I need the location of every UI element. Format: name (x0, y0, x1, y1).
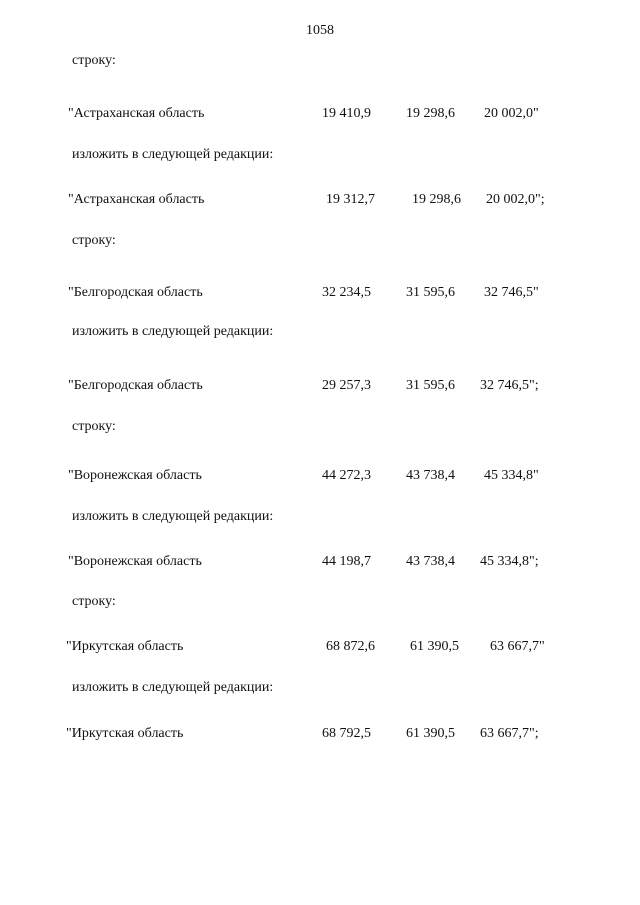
table-row (0, 106, 640, 126)
value-col-2: 31 595,6 (406, 378, 455, 393)
instruction-line: изложить в следующей редакции: (72, 509, 274, 524)
instruction-line: строку: (72, 233, 116, 248)
region-name: "Белгородская область (68, 285, 203, 300)
value-col-2: 19 298,6 (406, 106, 455, 121)
value-col-2: 61 390,5 (406, 726, 455, 741)
value-col-1: 44 198,7 (322, 554, 371, 569)
value-col-3: 32 746,5"; (480, 378, 539, 393)
table-row (0, 378, 640, 398)
instruction-line: строку: (72, 594, 116, 609)
instruction-line: изложить в следующей редакции: (72, 680, 274, 695)
value-col-1: 19 410,9 (322, 106, 371, 121)
table-row (0, 468, 640, 488)
region-name: "Иркутская область (66, 639, 184, 654)
value-col-1: 68 792,5 (322, 726, 371, 741)
region-name: "Астраханская область (68, 192, 205, 207)
region-name: "Астраханская область (68, 106, 205, 121)
value-col-3: 45 334,8"; (480, 554, 539, 569)
table-row (0, 726, 640, 746)
table-row (0, 554, 640, 574)
value-col-1: 68 872,6 (326, 639, 375, 654)
value-col-1: 32 234,5 (322, 285, 371, 300)
instruction-line: изложить в следующей редакции: (72, 324, 274, 339)
value-col-3: 20 002,0" (484, 106, 539, 121)
table-row (0, 639, 640, 659)
value-col-3: 45 334,8" (484, 468, 539, 483)
value-col-3: 63 667,7" (490, 639, 545, 654)
instruction-line: строку: (72, 53, 116, 68)
value-col-1: 19 312,7 (326, 192, 375, 207)
region-name: "Иркутская область (66, 726, 184, 741)
value-col-2: 19 298,6 (412, 192, 461, 207)
region-name: "Белгородская область (68, 378, 203, 393)
value-col-2: 61 390,5 (410, 639, 459, 654)
instruction-line: изложить в следующей редакции: (72, 147, 274, 162)
value-col-1: 29 257,3 (322, 378, 371, 393)
value-col-2: 31 595,6 (406, 285, 455, 300)
region-name: "Воронежская область (68, 554, 202, 569)
value-col-3: 32 746,5" (484, 285, 539, 300)
value-col-2: 43 738,4 (406, 468, 455, 483)
value-col-3: 20 002,0"; (486, 192, 545, 207)
value-col-2: 43 738,4 (406, 554, 455, 569)
page-number: 1058 (306, 23, 334, 38)
value-col-1: 44 272,3 (322, 468, 371, 483)
table-row (0, 192, 640, 212)
instruction-line: строку: (72, 419, 116, 434)
value-col-3: 63 667,7"; (480, 726, 539, 741)
region-name: "Воронежская область (68, 468, 202, 483)
table-row (0, 285, 640, 305)
